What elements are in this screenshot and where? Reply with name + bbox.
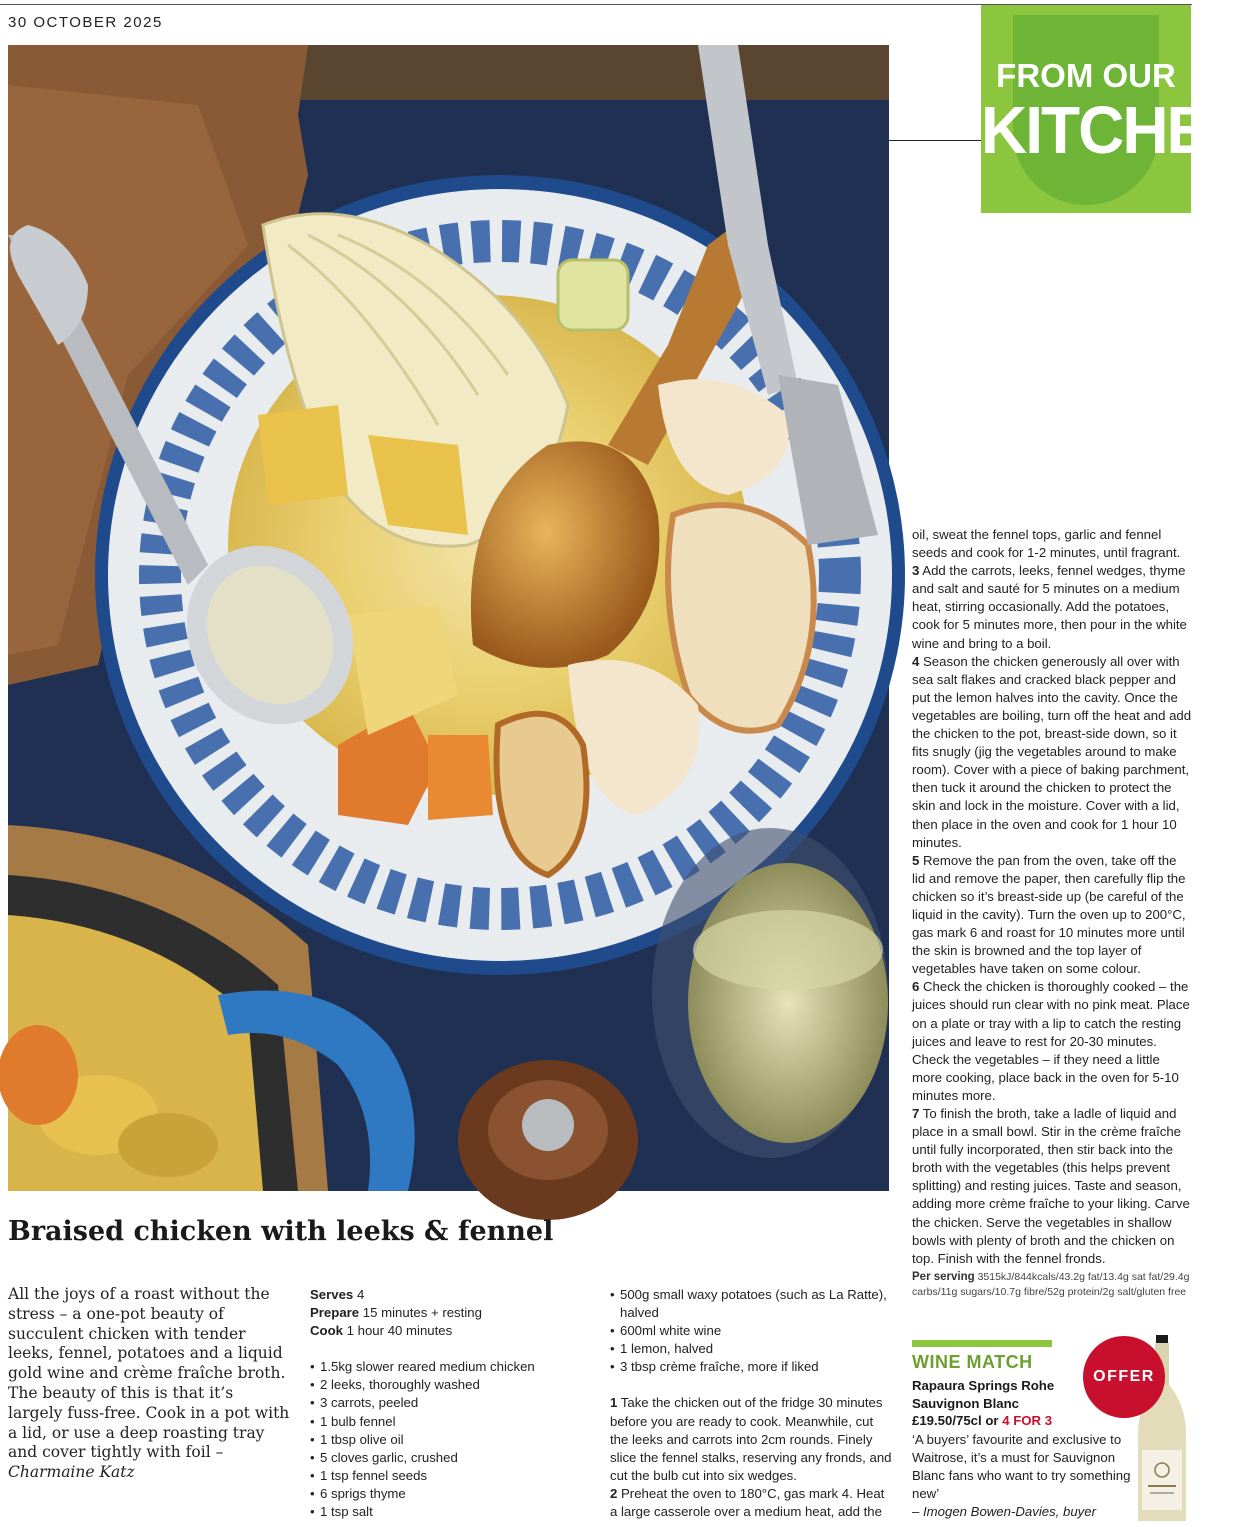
wine-quote bbox=[912, 1431, 1140, 1521]
ingredients-list-b bbox=[610, 1286, 894, 1376]
step-text: Check the chicken is thoroughly cooked – the juices should run clear with no pink meat. Place on a plate or tray with a lip to catch the resting juices and leave to rest for 20-30 minutes. Check the vegetables – if they need a little more cooking, place back in the oven for 5-10 minutes more. bbox=[912, 979, 1190, 1103]
offer-badge: OFFER bbox=[1083, 1336, 1165, 1418]
badge-connector-line bbox=[889, 140, 981, 141]
recipe-details-column bbox=[310, 1286, 600, 1521]
nutrition-per-serving bbox=[912, 1270, 1192, 1300]
ingredient-item: • 1.5kg slower reared medium chicken bbox=[310, 1358, 600, 1376]
per-serving-values: 3515kJ/844kcals/43.2g fat/13.4g sat fat/29.4g carbs/11g sugars/10.7g fibre/52g protein/2g salt/gluten free bbox=[912, 1270, 1190, 1298]
ingredient-item: • 1 lemon, halved bbox=[610, 1340, 894, 1358]
ingredient-item: • 2 leeks, thoroughly washed bbox=[310, 1376, 600, 1394]
ingredient-item: • 1 tsp salt bbox=[310, 1503, 600, 1521]
wine-name: Rapaura Springs Rohe Sauvignon Blanc bbox=[912, 1378, 1055, 1411]
wine-match-heading: WINE MATCH bbox=[912, 1352, 1033, 1372]
step-text: Preheat the oven to 180°C, gas mark 4. Heat a large casserole over a medium heat, add the bbox=[610, 1485, 885, 1520]
serves-label: Serves bbox=[310, 1287, 354, 1302]
wine-quote-text: ‘A buyers’ favourite and exclusive to Waitrose, it’s a must for Sauvignon Blanc fans who want to try something new’ bbox=[912, 1432, 1131, 1502]
ingredient-item: • 5 cloves garlic, crushed bbox=[310, 1449, 600, 1467]
recipe-photo bbox=[8, 45, 889, 1191]
prepare-label: Prepare bbox=[310, 1305, 360, 1321]
ingredients-method-column bbox=[610, 1286, 894, 1521]
ingredient-item: • 3 carrots, peeled bbox=[310, 1394, 600, 1412]
wine-match-bar bbox=[912, 1340, 1052, 1347]
intro-text: All the joys of a roast without the stress – a one-pot beauty of succulent chicken with tender leeks, fennel, potatoes and a liquid gold wine and crème fraîche broth. The beauty of this is that it’s largely fuss-free. Cook in a pot with a lid, or use a deep roasting tray and cover tightly with foil – bbox=[8, 1285, 290, 1462]
step-number: 2 bbox=[610, 1485, 618, 1501]
step-number: 7 bbox=[912, 1106, 920, 1121]
method-step-4 bbox=[912, 653, 1192, 852]
method-continued-column bbox=[912, 526, 1192, 1300]
step-text: To finish the broth, take a ladle of liquid and place in a small bowl. Stir in the crème fraîche until fully incorporated, then stir back into the broth with the vegetables (this helps prevent splitting) and resting juices. Taste and season, adding more crème fraîche to your liking. Carve the chicken. Serve the vegetables in shallow bowls with plenty of broth and the chicken on top. Finish with the fennel fronds. bbox=[912, 1106, 1190, 1266]
cook-line bbox=[310, 1322, 600, 1340]
step-text: Add the carrots, leeks, fennel wedges, thyme and salt and sauté for 5 minutes on a medium heat, stirring occasionally. Add the potatoes, cook for 5 minutes more, then pour in the white wine and bring to a boil. bbox=[912, 563, 1187, 651]
wine-deal: 4 FOR 3 bbox=[1002, 1413, 1053, 1428]
recipe-title: Braised chicken with leeks & fennel bbox=[8, 1216, 554, 1247]
from-our-kitchen-badge bbox=[981, 5, 1251, 213]
method-step-6 bbox=[912, 978, 1192, 1105]
issue-date: 30 OCTOBER 2025 bbox=[8, 14, 163, 31]
serves-line bbox=[310, 1286, 600, 1304]
wine-price-value: £19.50/75cl or bbox=[912, 1413, 999, 1428]
method-step-1 bbox=[610, 1394, 894, 1484]
method-step-7 bbox=[912, 1105, 1192, 1268]
method-step-2 bbox=[610, 1485, 894, 1521]
badge-line-2: KITCHEN bbox=[981, 92, 1251, 168]
prepare-value: 15 minutes + resting bbox=[362, 1305, 482, 1321]
ingredient-item: • 600ml white wine bbox=[610, 1322, 894, 1340]
cook-value: 1 hour 40 minutes bbox=[346, 1323, 453, 1339]
method-step-3 bbox=[912, 562, 1192, 652]
wine-price bbox=[912, 1413, 1052, 1428]
step-number: 6 bbox=[912, 979, 920, 995]
method-step-5 bbox=[912, 852, 1192, 979]
step-text: Remove the pan from the oven, take off the lid and remove the paper, then carefully flip the chicken so it’s breast-side up (be careful of the liquid in the cavity). Turn the oven up to 200°C, gas mark 6 and roast for 10 minutes more until the skin is browned and the top layer of vegetables have taken on some colour. bbox=[912, 852, 1186, 977]
byline: Charmaine Katz bbox=[8, 1463, 135, 1482]
ingredient-item: • 1 tsp fennel seeds bbox=[310, 1467, 600, 1485]
badge-line-1: FROM OUR bbox=[996, 57, 1176, 94]
prepare-line bbox=[310, 1304, 600, 1322]
step-number: 1 bbox=[610, 1395, 618, 1411]
wine-quote-attribution: – Imogen Bowen-Davies, buyer bbox=[912, 1504, 1096, 1520]
serves-value: 4 bbox=[356, 1287, 365, 1302]
step-text: Season the chicken generously all over with sea salt flakes and cracked black pepper and put the lemon halves into the cavity. Once the vegetables are boiling, turn off the heat and add the chicken to the pot, breast-side down, so it fits snugly (jig the vegetables around to make room). Cover with a piece of baking parchment, then tuck it around the chicken to protect the skin and lock in the moisture. Cover with a lid, then place in the oven and cook for 1 hour 10 minutes. bbox=[912, 653, 1192, 850]
recipe-intro bbox=[8, 1285, 290, 1483]
per-serving-label: Per serving bbox=[912, 1270, 975, 1283]
ingredient-item: • 1 bulb fennel bbox=[310, 1413, 600, 1431]
ingredient-item: • 3 tbsp crème fraîche, more if liked bbox=[610, 1358, 894, 1376]
step-number: 5 bbox=[912, 852, 920, 868]
cook-label: Cook bbox=[310, 1323, 343, 1339]
ingredients-list-a bbox=[310, 1358, 600, 1521]
step-number: 3 bbox=[912, 563, 920, 579]
ingredient-item: • 1 tbsp olive oil bbox=[310, 1431, 600, 1449]
step-text: Take the chicken out of the fridge 30 minutes before you are ready to cook. Meanwhile, cut the leeks and carrots into 2cm rounds. Finely slice the fennel stalks, reserving any fronds, and cut the bulb cut into six wedges. bbox=[610, 1395, 892, 1483]
ingredient-item: • 6 sprigs thyme bbox=[310, 1485, 600, 1503]
step-number: 4 bbox=[912, 653, 920, 669]
ingredient-item: • 500g small waxy potatoes (such as La Ratte), halved bbox=[610, 1286, 894, 1322]
method-step-2-continued: oil, sweat the fennel tops, garlic and fennel seeds and cook for 1-2 minutes, until fragrant. bbox=[912, 527, 1181, 561]
